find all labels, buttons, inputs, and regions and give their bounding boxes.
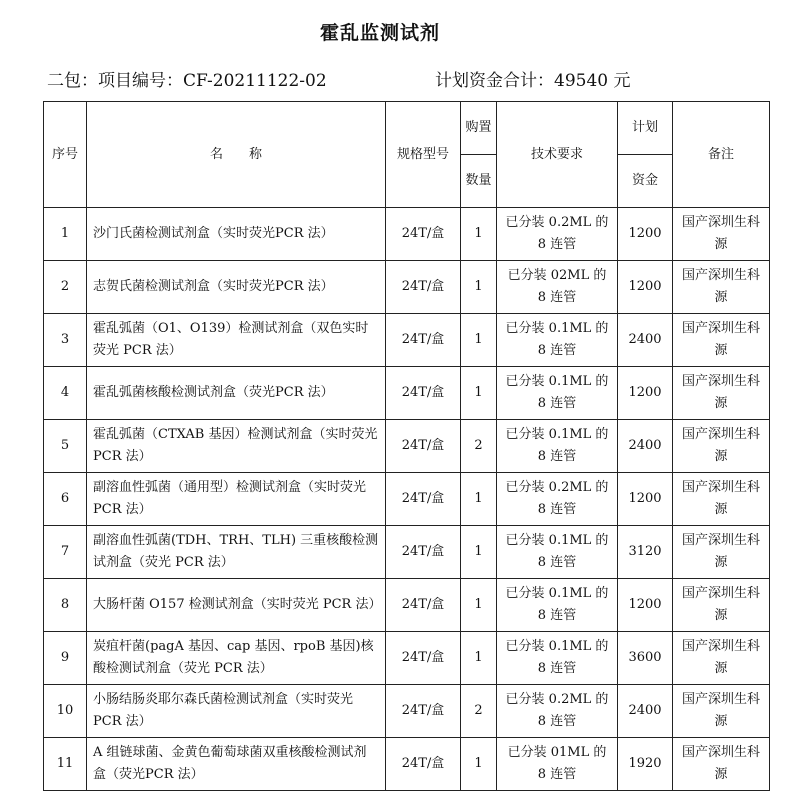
cell-tech-requirement: 已分装 01ML 的 8 连管 — [497, 738, 618, 791]
cell-spec: 24T/盒 — [386, 632, 461, 685]
table-row — [44, 314, 770, 367]
cell-index: 2 — [44, 261, 87, 314]
table-row — [44, 526, 770, 579]
header-qty-top: 购置 — [461, 102, 497, 155]
cell-name: 沙门氏菌检测试剂盒（实时荧光PCR 法） — [87, 208, 386, 261]
cell-quantity: 1 — [461, 261, 497, 314]
cell-quantity: 1 — [461, 473, 497, 526]
table-row — [44, 261, 770, 314]
cell-quantity: 1 — [461, 579, 497, 632]
cell-fund: 2400 — [618, 685, 673, 738]
cell-index: 6 — [44, 473, 87, 526]
cell-fund: 2400 — [618, 314, 673, 367]
header-fund-top: 计划 — [618, 102, 673, 155]
cell-fund: 1200 — [618, 473, 673, 526]
cell-quantity: 1 — [461, 632, 497, 685]
cell-tech-requirement: 已分装 0.2ML 的 8 连管 — [497, 208, 618, 261]
cell-tech-requirement: 已分装 0.1ML 的 8 连管 — [497, 314, 618, 367]
project-info — [47, 66, 631, 91]
table-row — [44, 367, 770, 420]
cell-index: 5 — [44, 420, 87, 473]
cell-note: 国产深圳生科源 — [673, 314, 770, 367]
cell-index: 4 — [44, 367, 87, 420]
cell-spec: 24T/盒 — [386, 420, 461, 473]
header-fund-bottom: 资金 — [618, 155, 673, 208]
cell-quantity: 1 — [461, 367, 497, 420]
cell-tech-requirement: 已分装 0.1ML 的 8 连管 — [497, 367, 618, 420]
cell-index: 7 — [44, 526, 87, 579]
table-row — [44, 738, 770, 791]
reagent-table — [43, 101, 770, 791]
cell-index: 8 — [44, 579, 87, 632]
cell-tech-requirement: 已分装 02ML 的 8 连管 — [497, 261, 618, 314]
cell-quantity: 2 — [461, 685, 497, 738]
cell-note: 国产深圳生科源 — [673, 738, 770, 791]
cell-spec: 24T/盒 — [386, 738, 461, 791]
cell-spec: 24T/盒 — [386, 526, 461, 579]
cell-fund: 1200 — [618, 367, 673, 420]
cell-name: 炭疽杆菌(pagA 基因、cap 基因、rpoB 基因)核酸检测试剂盒（荧光 PCR 法） — [87, 632, 386, 685]
cell-note: 国产深圳生科源 — [673, 685, 770, 738]
cell-fund: 1200 — [618, 208, 673, 261]
table-row — [44, 685, 770, 738]
cell-fund: 3120 — [618, 526, 673, 579]
cell-index: 9 — [44, 632, 87, 685]
cell-spec: 24T/盒 — [386, 208, 461, 261]
table-row — [44, 632, 770, 685]
cell-note: 国产深圳生科源 — [673, 473, 770, 526]
cell-quantity: 1 — [461, 738, 497, 791]
cell-tech-requirement: 已分装 0.1ML 的 8 连管 — [497, 420, 618, 473]
cell-note: 国产深圳生科源 — [673, 579, 770, 632]
cell-name: 霍乱弧菌核酸检测试剂盒（荧光PCR 法） — [87, 367, 386, 420]
document-title: 霍乱监测试剂 — [319, 22, 440, 44]
header-qty-bottom: 数量 — [461, 155, 497, 208]
cell-name: 霍乱弧菌（CTXAB 基因）检测试剂盒（实时荧光PCR 法） — [87, 420, 386, 473]
cell-tech-requirement: 已分装 0.1ML 的 8 连管 — [497, 579, 618, 632]
cell-fund: 3600 — [618, 632, 673, 685]
budget-total: 计划资金合计：49540 元 — [435, 71, 631, 91]
cell-name: 副溶血性弧菌（通用型）检测试剂盒（实时荧光PCR 法） — [87, 473, 386, 526]
header-name: 名 称 — [87, 102, 386, 208]
cell-spec: 24T/盒 — [386, 314, 461, 367]
cell-name: 霍乱弧菌（O1、O139）检测试剂盒（双色实时荧光 PCR 法） — [87, 314, 386, 367]
cell-fund: 2400 — [618, 420, 673, 473]
cell-fund: 1200 — [618, 579, 673, 632]
package-info: 二包：项目编号：CF-20211122-02 — [47, 71, 327, 91]
cell-name: A 组链球菌、金黄色葡萄球菌双重核酸检测试剂盒（荧光PCR 法） — [87, 738, 386, 791]
cell-index: 11 — [44, 738, 87, 791]
cell-spec: 24T/盒 — [386, 261, 461, 314]
cell-spec: 24T/盒 — [386, 473, 461, 526]
cell-name: 小肠结肠炎耶尔森氏菌检测试剂盒（实时荧光PCR 法） — [87, 685, 386, 738]
cell-tech-requirement: 已分装 0.2ML 的 8 连管 — [497, 473, 618, 526]
cell-note: 国产深圳生科源 — [673, 208, 770, 261]
table-row — [44, 420, 770, 473]
cell-tech-requirement: 已分装 0.2ML 的 8 连管 — [497, 685, 618, 738]
cell-spec: 24T/盒 — [386, 685, 461, 738]
table-row — [44, 473, 770, 526]
cell-index: 3 — [44, 314, 87, 367]
cell-spec: 24T/盒 — [386, 367, 461, 420]
cell-note: 国产深圳生科源 — [673, 367, 770, 420]
cell-name: 副溶血性弧菌(TDH、TRH、TLH) 三重核酸检测试剂盒（荧光 PCR 法） — [87, 526, 386, 579]
cell-tech-requirement: 已分装 0.1ML 的 8 连管 — [497, 526, 618, 579]
cell-note: 国产深圳生科源 — [673, 526, 770, 579]
cell-index: 1 — [44, 208, 87, 261]
header-index: 序号 — [44, 102, 87, 208]
cell-note: 国产深圳生科源 — [673, 632, 770, 685]
header-tech: 技术要求 — [497, 102, 618, 208]
cell-quantity: 1 — [461, 208, 497, 261]
header-spec: 规格型号 — [386, 102, 461, 208]
cell-quantity: 1 — [461, 526, 497, 579]
table-row — [44, 208, 770, 261]
cell-fund: 1920 — [618, 738, 673, 791]
cell-quantity: 2 — [461, 420, 497, 473]
cell-quantity: 1 — [461, 314, 497, 367]
cell-tech-requirement: 已分装 0.1ML 的 8 连管 — [497, 632, 618, 685]
cell-spec: 24T/盒 — [386, 579, 461, 632]
cell-name: 志贺氏菌检测试剂盒（实时荧光PCR 法） — [87, 261, 386, 314]
table-row — [44, 579, 770, 632]
cell-index: 10 — [44, 685, 87, 738]
cell-fund: 1200 — [618, 261, 673, 314]
cell-name: 大肠杆菌 O157 检测试剂盒（实时荧光 PCR 法） — [87, 579, 386, 632]
header-note: 备注 — [673, 102, 770, 208]
cell-note: 国产深圳生科源 — [673, 420, 770, 473]
cell-note: 国产深圳生科源 — [673, 261, 770, 314]
